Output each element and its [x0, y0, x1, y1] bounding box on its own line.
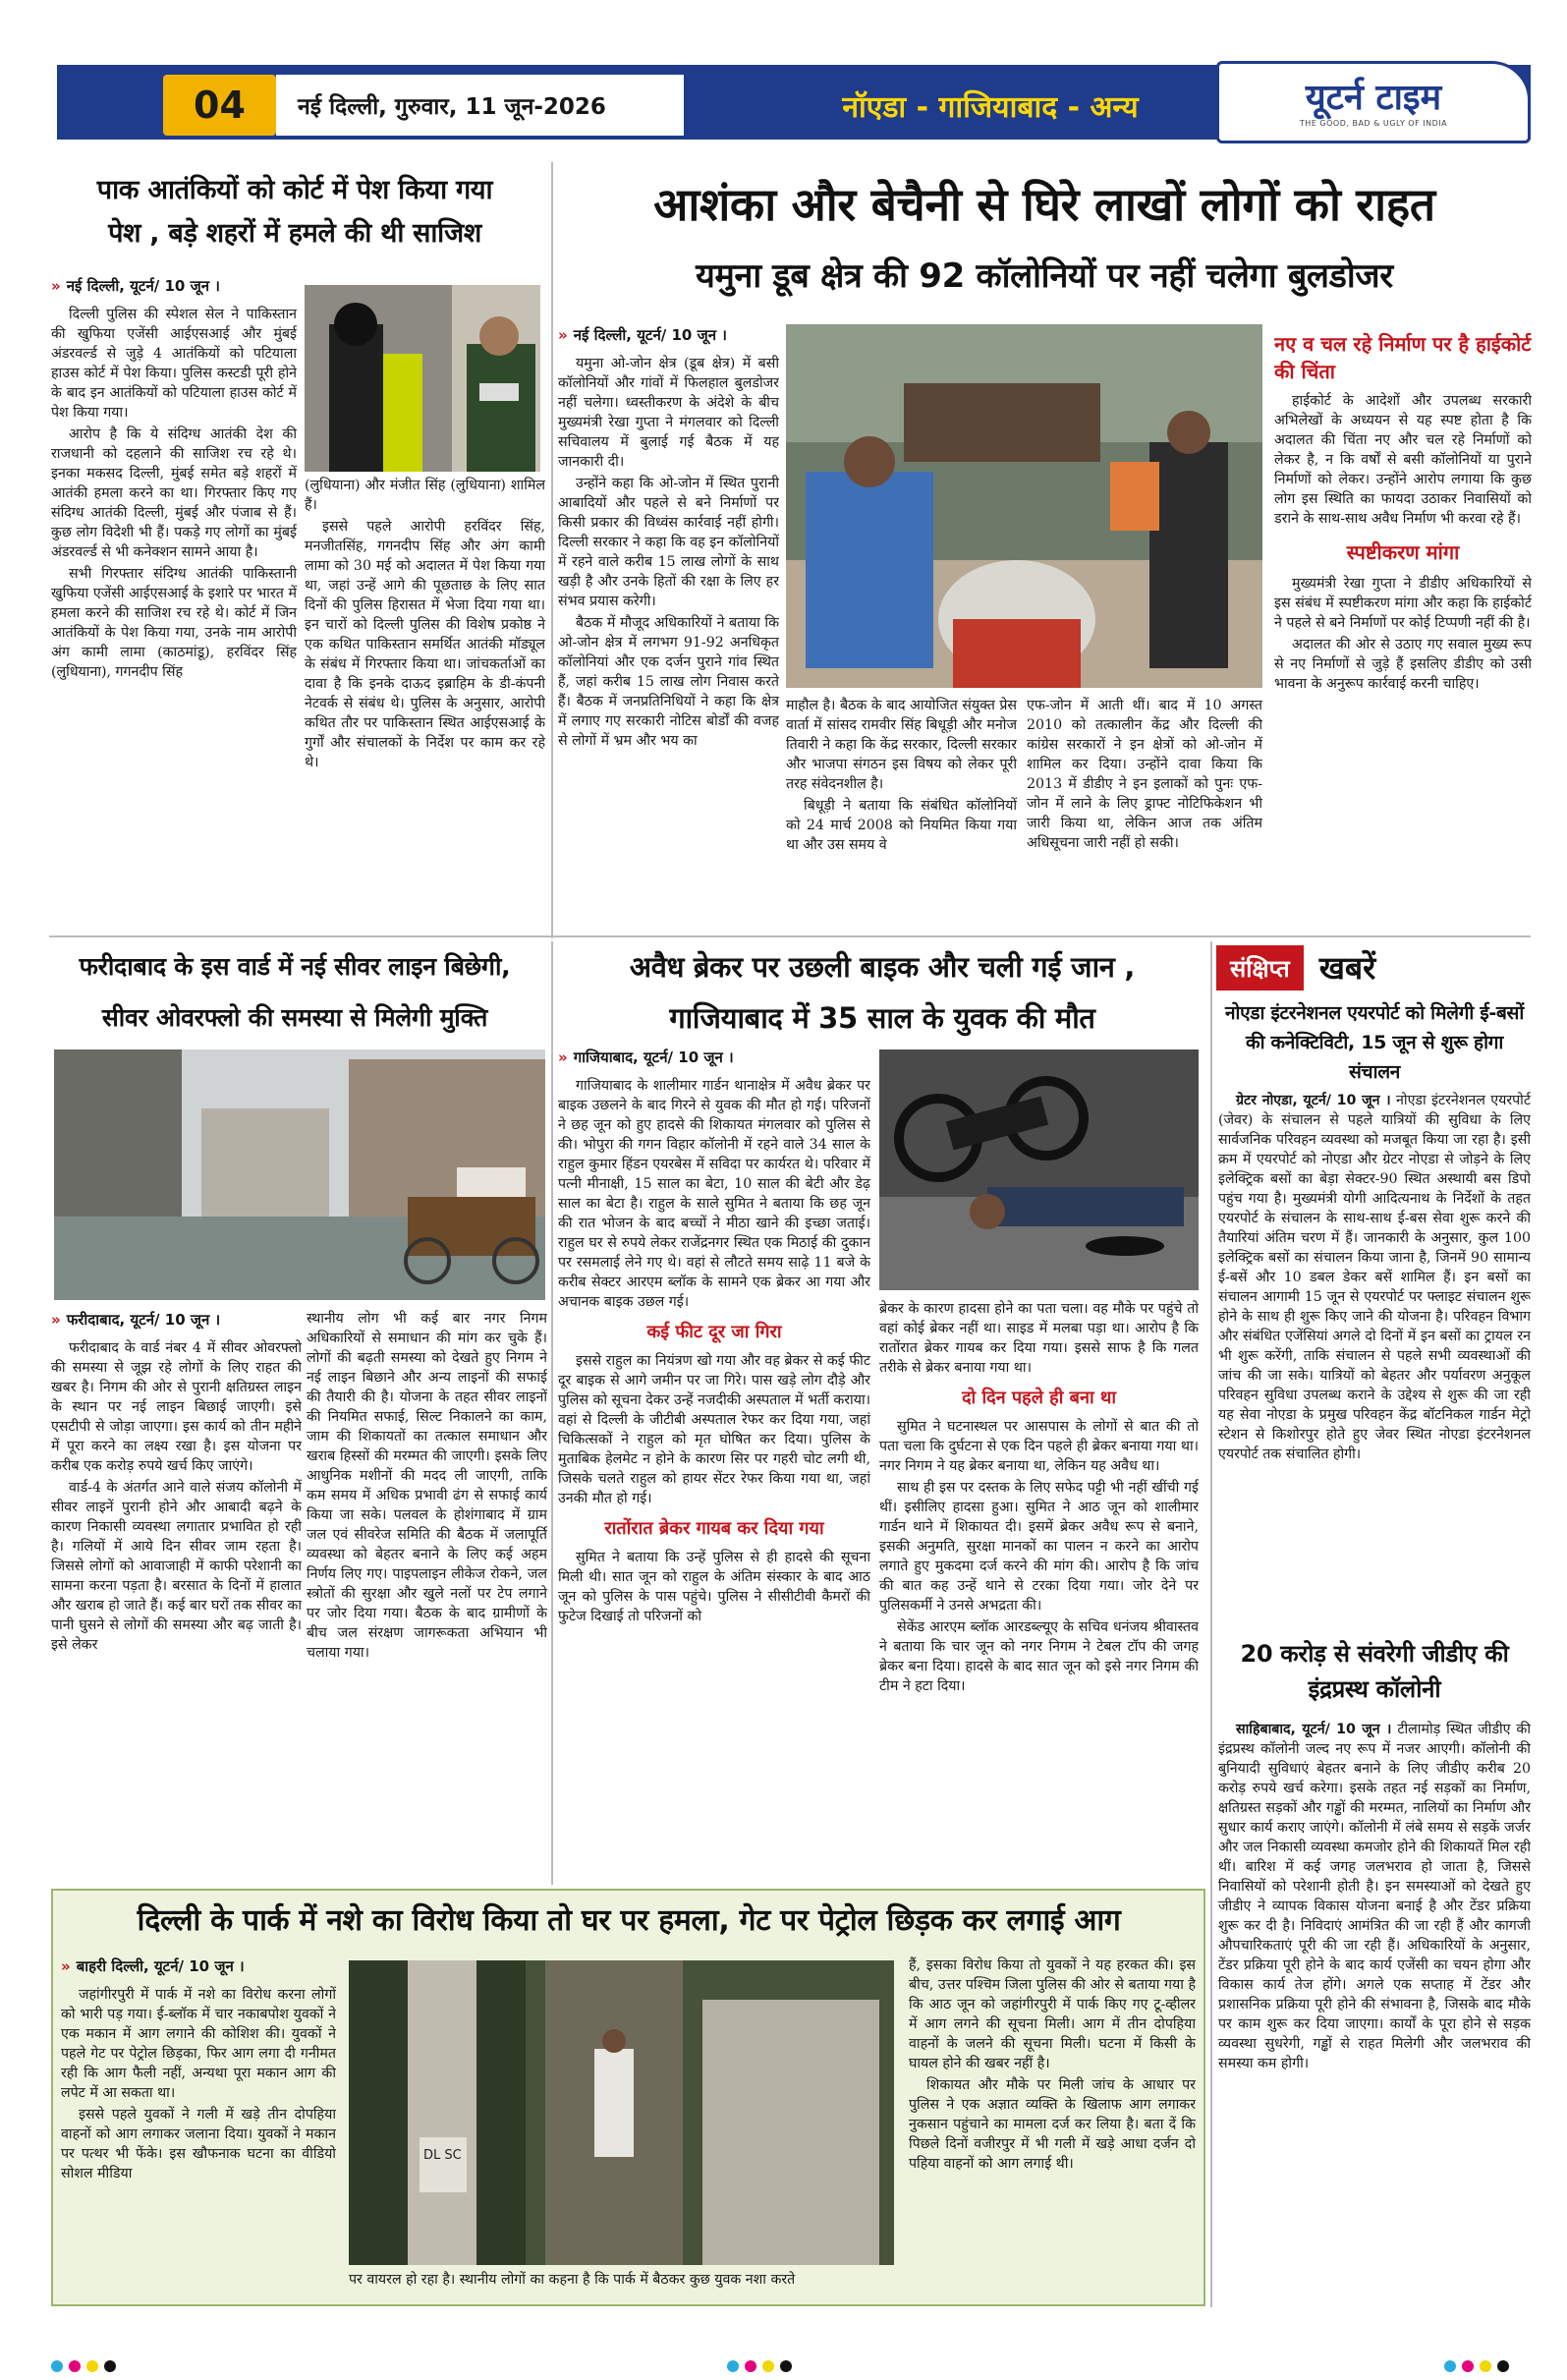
- story4-photo: [879, 1049, 1199, 1290]
- story2-column2: [786, 696, 1017, 927]
- story2-para: माहौल है। बैठक के बाद आयोजित संयुक्त प्रेस वार्ता में सांसद रामवीर सिंह बिधूड़ी और मनोज तिवारी ने कहा कि केंद्र सरकार, दिल्ली सरकार और भाजपा संगठन इस विषय को लेकर पूरी तरह संवेदनशील है।: [786, 698, 1017, 792]
- brief-label-news: खबरें: [1318, 949, 1376, 987]
- brief2-text: टीलामोड़ स्थित जीडीए की इंद्रप्रस्थ कॉलोनी जल्द नए रूप में नजर आएगी। कॉलोनी की बुनियादी सुविधाएं बेहतर बनाने के लिए जीडीए करीब 20 करोड़ रुपये खर्च करेगा। इसके तहत नई सड़कों का निर्माण, क्षतिग्रस्त सड़कों और गड्ढों की मरम्मत, नालियों का निर्माण और सुधार कार्य कराए जाएंगे। कॉलोनी में लंबे समय से सड़कें जर्जर और जल निकासी व्यवस्था कमजोर होने की शिकायतें मिल रही थीं। बारिश में कई जगह जलभराव हो जाता है, जिससे निवासियों को परेशानी होती है। इन समस्याओं को देखते हुए जीडीए ने व्यापक विकास योजना बनाई है और टेंडर प्रक्रिया शुरू कर दी है। निविदाएं आमंत्रित की जा रही हैं और कागजी औपचारिकताएं पूरी की जा रही हैं। अधिकारियों के अनुसार, टेंडर प्रक्रिया पूरी होने के बाद कार्य एजेंसी का चयन होगा और विकास कार्य तेज होंगे। अगले एक सप्ताह में टेंडर और प्रशासनिक प्रक्रिया पूरी होने की संभावना है, जिसके बाद मौके पर काम शुरू कर दिया जाएगा। कार्यों के पूरा होने से सड़क व्यवस्था सुधरेगी, गड्ढों से राहत मिलेगी और जलभराव की समस्या कम होगी।: [1218, 1722, 1531, 2071]
- flooded-street-illustration: [54, 1049, 545, 1300]
- story6-column1: [61, 1955, 336, 2295]
- story1-column1: [51, 275, 297, 934]
- story3-para: फरीदाबाद के वार्ड नंबर 4 में सीवर ओवरफ्लो की समस्या से जूझ रहे लोगों के लिए राहत की खबर है। निगम की ओर से पुरानी क्षतिग्रस्त लाइन के स्थान पर नई लाइन बिछाई जाएगी। इसे एसटीपी से जोड़ा जाएगा। इस कार्य को तीन महीने में पूरा करने का लक्ष्य रखा है। इस योजना पर करीब एक करोड़ रुपये खर्च किए जाएंगे।: [51, 1340, 302, 1474]
- story6-para: हैं, इसका विरोध किया तो युवकों ने यह हरकत की। इस बीच, उत्तर पश्चिम जिला पुलिस की ओर से बताया गया है कि आठ जून को जहांगीरपुरी में पार्क किए गए टू-व्हीलर में आग लगने की सूचना मिली। आग में तीन दोपहिया वाहनों के जलने की सूचना मिली। घटना में किसी के घायल होने की खबर नहीं है।: [909, 1957, 1196, 2071]
- story1-headline-line1: पाक आतंकियों को कोर्ट में पेश किया गया: [96, 175, 493, 205]
- dot-yellow: [86, 2360, 98, 2372]
- dot-black: [1497, 2360, 1509, 2372]
- story4-para: ब्रेकर के कारण हादसा होने का पता चला। वह मौके पर पहुंचे तो वहां कोई ब्रेकर नहीं था। साइड में मलबा पड़ा था। आरोप है कि रातोंरात ब्रेकर गायब कर दिया गया। इससे साफ है कि गलत तरीके से ब्रेकर बनाया गया था।: [879, 1301, 1199, 1376]
- meeting-photo-illustration: [786, 324, 1262, 688]
- story4-column1: [558, 1047, 870, 1901]
- story4-para: गाजियाबाद के शालीमार गार्डन थानाक्षेत्र में अवैध ब्रेकर पर बाइक उछलने के बाद गिरने से युवक की मौत हो गई। परिजनों ने छह जून को हुए हादसे की शिकायत मंगलवार को पुलिस से की। भोपुरा की गगन विहार कॉलोनी में रहने वाले 34 साल के राहुल कुमार हिंडन एयरबेस में सविदा पर कार्यरत थे। परिवार में पत्नी मीनाक्षी, 15 साल का बेटा, 10 साल की बेटी और डेढ़ साल का बेटा है। राहुल के साले सुमित ने बताया कि छह जून की रात भोजन के बाद बच्चों ने मीठा खाने की इच्छा जताई। राहुल घर से रुपये लेकर राजेंद्रनगर स्थित एक मिठाई की दुकान पर रसमलाई लेने गए थे। वहां से लौटते समय साढ़े 11 बजे के करीब सेक्टर आरएम ब्लॉक के सामने एक ब्रेकर आ गया और अचानक बाइक उछल गई।: [558, 1078, 870, 1310]
- story4-column2: [879, 1299, 1199, 1898]
- dateline-box: [276, 75, 684, 136]
- brief1-body: [1218, 1091, 1531, 1626]
- story6-caption-text: पर वायरल हो रहा है। स्थानीय लोगों का कहना है कि पार्क में बैठकर कुछ युवक नशा करते: [349, 2272, 796, 2288]
- story4-subhead: दो दिन पहले ही बना था: [961, 1388, 1117, 1408]
- dot-magenta: [745, 2360, 756, 2372]
- brief1-text: नोएडा इंटरनेशनल एयरपोर्ट (जेवर) के संचालन से पहले यात्रियों की सुविधा के लिए सार्वजनिक परिवहन व्यवस्था को मजबूत किया जा रहा है। इसी क्रम में एयरपोर्ट को नोएडा और ग्रेटर नोएडा से जोड़ने के लिए इलेक्ट्रिक बसों का बेड़ा सेक्टर-90 स्थित अस्थायी बस डिपो पहुंच गया है। मुख्यमंत्री योगी आदित्यनाथ के निर्देशों के तहत एयरपोर्ट के संचालन के साथ-साथ ई-बस सेवा शुरू करने की तैयारियां अंतिम चरण में हैं। जानकारी के अनुसार, कुल 100 इलेक्ट्रिक बसों का संचालन किया जाना है, जिनमें 90 सामान्य ई-बसें और 10 डबल डेकर बसें शामिल हैं। इन बसों का संचालन आगामी 15 जून से एयरपोर्ट पर फ्लाइट संचालन शुरू होने के साथ ही शुरू किए जाने की योजना है। परिवहन विभाग और संबंधित एजेंसियां अगले दो दिनों में इन बसों का ट्रायल रन भी शुरू करेंगी, ताकि संचालन से पहले सभी व्यवस्थाओं की जांच की जा सके। यात्रियों को बेहतर और पर्यावरण अनुकूल परिवहन सुविधा उपलब्ध कराने के उद्देश्य से शुरू की जा रही यह सेवा नोएडा के प्रमुख परिवहन केंद्र बॉटनिकल गार्डन मेट्रो स्टेशन से किशोरपुर होते हुए जेवर स्थित नोएडा इंटरनेशनल एयरपोर्ट तक संचालित होगी।: [1218, 1093, 1531, 1462]
- story2-photo: [786, 324, 1262, 688]
- story3-para: स्थानीय लोग भी कई बार नगर निगम अधिकारियों से समाधान की मांग कर चुके हैं। लोगों की बढ़ती समस्या को देखते हुए निगम ने नई लाइन बिछाने और अन्य लाइनों की सफाई की तैयारी की है। योजना के तहत सीवर लाइनों की नियमित सफाई, सिल्ट निकालने का काम, जाम की शिकायतों का तत्काल समाधान और खराब हिस्सों की मरम्मत की जाएगी। इसके लिए आधुनिक मशीनों की मदद ली जाएगी, ताकि कम समय में अधिक प्रभावी ढंग से सफाई कार्य किया जा सके। पलवल के होशंगाबाद में ग्राम जल एवं सीवरेज समिति की बैठक में जलापूर्ति व्यवस्था को बेहतर बनाने के लिए कई अहम निर्णय लिए गए। पाइपलाइन लीकेज रोकने, जल स्त्रोतों की सुरक्षा और खुले नलों पर टेप लगाने पर जोर दिया गया। बैठक के बाद ग्रामीणों के बीच जल संरक्षण जागरूकता अभियान भी चलाया गया।: [307, 1311, 547, 1661]
- story2-sidebar-text2: अदालत की ओर से उठाए गए सवाल मुख्य रूप से नए निर्माणों से जुड़े हैं इसलिए डीडीए को उसी भावना के अनुरूप कार्रवाई करनी चाहिए।: [1274, 637, 1532, 692]
- story1-para: दिल्ली पुलिस की स्पेशल सेल ने पाकिस्तान की खुफिया एजेंसी आईएसआई और मुंबई अंडरवर्ल्ड से जुड़े 4 आतंकियों को पटियाला हाउस कोर्ट में पेश किया। पुलिस कस्टडी पूरी होने के बाद इन आतंकियों को पटियाला हाउस कोर्ट में पेश किया गया।: [51, 307, 297, 421]
- pole-sign-text: DL SC: [423, 2148, 462, 2163]
- story1-headline-line2: पेश , बड़े शहरों में हमले की थी साजिश: [108, 218, 481, 249]
- bike-accident-illustration: [879, 1049, 1199, 1290]
- brief2-para: [1218, 1720, 1531, 2073]
- story4-dateline: » गाजियाबाद, यूटर्न/ 10 जून ।: [558, 1048, 734, 1066]
- column-divider: [551, 941, 553, 1885]
- brand-tagline: THE GOOD, BAD & UGLY OF INDIA: [1299, 118, 1448, 128]
- print-registration-dots-center: [727, 2360, 792, 2372]
- story2-para: यमुना ओ-जोन क्षेत्र (डूब क्षेत्र) में बसी कॉलोनियों और गांवों में फिलहाल बुलडोजर नहीं चलेगा। ध्वस्तीकरण के अंदेशे के बीच मुख्यमंत्री रेखा गुप्ता ने मंगलवार को दिल्ली सचिवालय में बुलाई गई बैठक में यह जानकारी दी।: [558, 356, 779, 470]
- brief1-dateline: ग्रेटर नोएडा, यूटर्न/ 10 जून ।: [1236, 1093, 1391, 1108]
- story4-para: सुमित ने बताया कि उन्हें पुलिस से ही हादसे की सूचना मिली थी। सात जून को राहुल के अंतिम संस्कार के बाद आठ जून को पुलिस के पास पहुंचे। पुलिस ने सीसीटीवी कैमरों की फुटेज दिखाई तो परिजनों को: [558, 1550, 870, 1624]
- masthead-logo: [1216, 61, 1531, 143]
- section-divider: [49, 935, 1531, 937]
- dot-magenta: [69, 2360, 81, 2372]
- page-number: [163, 75, 276, 136]
- story2-dateline: » नई दिल्ली, यूटर्न/ 10 जून ।: [558, 326, 727, 344]
- story1-dateline: » नई दिल्ली, यूटर्न/ 10 जून ।: [51, 277, 220, 295]
- story2-sidebar-text2: मुख्यमंत्री रेखा गुप्ता ने डीडीए अधिकारियों से इस संबंध में स्पष्टीकरण मांगा और कहा कि हाईकोर्ट ने पहले से बने निर्माणों पर कोई टिप्पणी नहीं की है।: [1274, 576, 1532, 631]
- dot-yellow: [1480, 2360, 1491, 2372]
- dot-cyan: [727, 2360, 739, 2372]
- story3-photo: [54, 1049, 545, 1300]
- story1-column2: [305, 476, 545, 928]
- dot-black: [780, 2360, 792, 2372]
- story1-para: सभी गिरफ्तार संदिग्ध आतंकी पाकिस्तानी खुफिया एजेंसी आईएसआई के इशारे पर भारत में हमला करने की साजिश रच रहे थे। कोर्ट में जिन आतंकियों के पेश किया गया, उनके नाम आरोपी अंग कामी लामा (काठमांडू), हरविंदर सिंह (लुधियाना), गगनदीप सिंह: [51, 566, 297, 680]
- story6-dateline-text: बाहरी दिल्ली, यूटर्न/ 10 जून ।: [76, 1957, 245, 1975]
- story6-para: जहांगीरपुरी में पार्क में नशे का विरोध करना लोगों को भारी पड़ गया। ई-ब्लॉक में चार नकाबपोश युवकों ने एक मकान में आग लगाने की कोशिश की। युवकों ने पहले गेट पर पेट्रोल छिड़का, फिर आग लगा दी गनीमत रही कि आग फैली नहीं, अन्यथा पूरा मकान आग की लपेट में आ सकता था।: [61, 1987, 336, 2101]
- story6-column2: [909, 1955, 1196, 2295]
- story1-headline: [49, 169, 540, 255]
- story2-headline: आशंका और बेचैनी से घिरे लाखों लोगों को राहत: [653, 178, 1435, 231]
- story2-para: एफ-जोन में आती थीं। बाद में 10 अगस्त 2010 को तत्कालीन केंद्र और दिल्ली की कांग्रेस सरकारों ने इन क्षेत्रों को ओ-जोन में शामिल कर दिया। उन्होंने दावा किया कि 2013 में डीडीए ने इन इलाकों को पुनः एफ-जोन में लाने के लिए ड्राफ्ट नोटिफिकेशन भी जारी किया था, लेकिन आज तक अंतिम अधिसूचना जारी नहीं हो सकी।: [1027, 698, 1262, 851]
- dot-yellow: [762, 2360, 774, 2372]
- story3-column1: [51, 1309, 302, 1898]
- story4-para: साथ ही इस पर दस्तक के लिए सफेद पट्टी भी नहीं खींची गई थीं। इसीलिए हादसा हुआ। सुमित ने आठ जून को शालीमार गार्डन थाने में शिकायत दी। इसमें ब्रेकर अवैध रूप से बनाने, इसकी अनुमति, सुरक्षा मानकों का पालन न करने का आरोप लगाते हुए मुकदमा दर्ज करने की मांग की। आरोप है कि जांच की बात कह उन्हें थाने से टरका दिया गया। जोर देने पर पुलिसकर्मी ने उनसे अभद्रता की।: [879, 1480, 1199, 1614]
- page-number-text: 04: [194, 84, 246, 127]
- story3-headline-line2: सीवर ओवरफ्लो की समस्या से मिलेगी मुक्ति: [101, 1003, 488, 1032]
- story4-para: सुमित ने घटनास्थल पर आसपास के लोगों से बात की तो पता चला कि दुर्घटना से एक दिन पहले ही ब्रेकर बनाया गया था। नगर निगम ने यह ब्रेकर बनाया था, लेकिन यह अवैध था।: [879, 1419, 1199, 1474]
- arrest-photo-illustration: [305, 285, 540, 472]
- story2-para: बिधूड़ी ने बताया कि संबंधित कॉलोनियों को 24 मार्च 2008 को नियमित किया गया था और उस समय वे: [786, 798, 1017, 853]
- brief1-headline: नोएडा इंटरनेशनल एयरपोर्ट को मिलेगी ई-बसों की कनेक्टिविटी, 15 जून से शुरू होगा संचालन: [1224, 1002, 1524, 1083]
- story4-para: सेकेंड आरएम ब्लॉक आरडब्ल्यूए के सचिव धनंजय श्रीवास्तव ने बताया कि चार जून को नगर निगम ने टेबल टॉप की जगह ब्रेकर बना दिया। हादसे के बाद सात जून को इसे नगर निगम की टीम ने हटा दिया।: [879, 1619, 1199, 1694]
- column-divider: [551, 162, 553, 938]
- story6-caption: [349, 2270, 894, 2295]
- story2-subheadline: यमुना डूब क्षेत्र की 92 कॉलोनियों पर नहीं चलेगा बुलडोजर: [696, 256, 1393, 296]
- story1-para: इससे पहले आरोपी हरविंदर सिंह, मनजीतसिंह, गगनदीप सिंह और अंग कामी लामा को 30 मई को अदालत में पेश किया गया था, जहां उन्हें आगे की पूछताछ के लिए सात दिनों की पुलिस हिरासत में भेजा दिया गया था। इन चारों को दिल्ली पुलिस की विशेष प्रकोष्ठ ने एक कथित पाकिस्तान समर्थित आतंकी मॉड्यूल के संबंध में गिरफ्तार किया था। जांचकर्ताओं का दावा है कि इनके दाऊद इब्राहिम के डी-कंपनी नेटवर्क से संबंध थे। पुलिस के अनुसार, आरोपी कथित तौर पर पाकिस्तान स्थित आईएसआई के गुर्गों और संचालकों के निर्देश पर काम कर रहे थे।: [305, 519, 545, 770]
- story1-para: (लुधियाना) और मंजीत सिंह (लुधियाना) शामिल हैं।: [305, 478, 545, 513]
- dot-cyan: [1444, 2360, 1456, 2372]
- story3-headline-line1: फरीदाबाद के इस वार्ड में नई सीवर लाइन बिछेगी,: [79, 952, 511, 981]
- story3-dateline-text: फरीदाबाद, यूटर्न/ 10 जून ।: [66, 1311, 221, 1329]
- story3-para: वार्ड-4 के अंतर्गत आने वाले संजय कॉलोनी में सीवर लाइनें पुरानी होने और आबादी बढ़ने के कारण निकासी व्यवस्था लगातार प्रभावित हो रही है। गलियों में आये दिन सीवर जाम रहता है। जिससे लोगों को आवाजाही में काफी परेशानी का सामना करना पड़ता है। बरसात के दिनों में हालात और खराब हो जाते हैं। कई बार घरों तक सीवर का पानी घुसने से लोगों की समस्या और बढ़ जाती है। इसे लेकर: [51, 1480, 302, 1653]
- story3-column2: [307, 1309, 547, 1898]
- alley-fire-illustration: [349, 1960, 894, 2265]
- story1-photo: [305, 285, 540, 472]
- story2-column3: [1027, 696, 1262, 927]
- story2-para: उन्होंने कहा कि ओ-जोन में स्थित पुरानी आबादियों और पहले से बने निर्माणों पर किसी प्रकार की विध्वंस कार्रवाई नहीं होगी। दिल्ली सरकार ने कहा कि वह इन कॉलोनियों में रहने वाले करीब 15 लाख लोगों के साथ खड़ी है और उनके हितों की रक्षा के लिए हर संभव प्रयास करेगी।: [558, 476, 779, 609]
- story4-subhead: रातोंरात ब्रेकर गायब कर दिया गया: [604, 1518, 824, 1539]
- dot-black: [104, 2360, 116, 2372]
- story2-para: बैठक में मौजूद अधिकारियों ने बताया कि ओ-जोन क्षेत्र में लगभग 91-92 अनधिकृत कॉलोनियां और एक दर्जन पुराने गांव स्थित हैं, जहां करीब 15 लाख लोग निवास करते हैं। बैठक में जनप्रतिनिधियों ने कहा कि क्षेत्र में लगाए गए सरकारी नोटिस बोर्डों की वजह से लोगों में भ्रम और भय का: [558, 615, 779, 749]
- column-divider: [1210, 941, 1212, 2307]
- story2-sidebar: [1274, 324, 1532, 924]
- dot-magenta: [1462, 2360, 1474, 2372]
- story2-sidebar-text1: हाईकोर्ट के आदेशों और उपलब्ध सरकारी अभिलेखों के अध्ययन से यह स्पष्ट होता है कि अदालत की चिंता नए और चल रहे निर्माणों को लेकर है, न कि वर्षों से बसी कॉलोनियों या पुराने निर्माणों को लेकर। उन्होंने आरोप लगाया कि कुछ लोग इस स्थिति का फायदा उठाकर निवासियों को डराने के साथ-साथ अवैध निर्माण भी करवा रहे हैं।: [1274, 393, 1532, 527]
- story6-para: शिकायत और मौके पर मिली जांच के आधार पर पुलिस ने एक अज्ञात व्यक्ति के खिलाफ आग लगाकर नुकसान पहुंचाने का मामला दर्ज कर लिया है। बता दें कि पिछले दिनों वजीरपुर में भी गली में खड़े आधा दर्जन दो पहिया वाहनों को आग लगाई थी।: [909, 2077, 1196, 2172]
- story6-headline: दिल्ली के पार्क में नशे का विरोध किया तो घर पर हमला, गेट पर पेट्रोल छिड़क कर लगाई आग: [137, 1903, 1121, 1938]
- brief2-body: [1218, 1720, 1531, 2309]
- story2-sidebar-heading2: स्पष्टीकरण मांगा: [1346, 540, 1460, 564]
- story2-sidebar-heading1: नए व चल रहे निर्माण पर है हाईकोर्ट की चिंता: [1274, 332, 1532, 383]
- brief-label-text: संक्षिप्त: [1230, 954, 1290, 983]
- story1-para: आरोप है कि ये संदिग्ध आतंकी देश की राजधानी को दहलाने की साजिश रच रहे थे। इनका मकसद दिल्ली, मुंबई समेत बड़े शहरों में आतंकी हमला करने का था। गिरफ्तार किए गए संदिग्ध आतंकी दिल्ली, मुंबई और पंजाब से हैं। कुछ लोग विदेशी भी हैं। पकड़े गए लोगों का मुंबई अंडरवर्ल्ड से भी कनेक्शन सामने आया है।: [51, 426, 297, 560]
- dot-cyan: [51, 2360, 63, 2372]
- story4-para: इससे राहुल का नियंत्रण खो गया और वह ब्रेकर से कई फीट दूर बाइक से आगे जमीन पर जा गिरे। पास खड़े लोग दौड़े और पुलिस को सूचना देकर उन्हें नजदीकी अस्पताल में भर्ती कराया। वहां से दिल्ली के जीटीबी अस्पताल रेफर कर दिया गया, जहां चिकित्सकों ने राहुल को मृत घोषित कर दिया। पुलिस के मुताबिक हेलमेट न होने के कारण सिर पर गहरी चोट लगी थी, जिसके चलते राहुल को हायर सेंटर रेफर किया गया था, जहां उनकी मौत हो गई।: [558, 1353, 870, 1506]
- print-registration-dots-left: [51, 2360, 116, 2372]
- print-registration-dots-right: [1444, 2360, 1509, 2372]
- story4-headline: [558, 941, 1206, 1044]
- story6-dateline: » बाहरी दिल्ली, यूटर्न/ 10 जून ।: [61, 1957, 245, 1975]
- brief-label-box: [1216, 945, 1304, 991]
- story4-headline-line1: अवैध ब्रेकर पर उछली बाइक और चली गई जान ,: [629, 950, 1136, 984]
- page-header: [57, 61, 1531, 143]
- story4-dateline-text: गाजियाबाद, यूटर्न/ 10 जून ।: [573, 1048, 734, 1066]
- brief-news-label: [1216, 945, 1531, 991]
- section-name: [735, 75, 1246, 136]
- story4-headline-line2: गाजियाबाद में 35 साल के युवक की मौत: [669, 1001, 1095, 1035]
- brand-name: यूटर्न टाइम: [1305, 77, 1442, 118]
- story6-para: इससे पहले युवकों ने गली में खड़े तीन दोपहिया वाहनों को आग लगाकर जलाना दिया। युवकों ने मकान पर पत्थर भी फेंके। इस खौफनाक घटना का वीडियो सोशल मीडिया: [61, 2107, 336, 2182]
- story2-dateline-text: नई दिल्ली, यूटर्न/ 10 जून ।: [573, 326, 727, 344]
- section-name-text: नॉएडा - गाजियाबाद - अन्य: [842, 89, 1139, 125]
- story4-subhead: कई फीट दूर जा गिरा: [646, 1322, 782, 1342]
- story6-photo: [349, 1960, 894, 2265]
- story3-dateline: » फरीदाबाद, यूटर्न/ 10 जून ।: [51, 1311, 221, 1329]
- brief2-headline: 20 करोड़ से संवरेगी जीडीए की इंद्रप्रस्थ कॉलोनी: [1240, 1640, 1509, 1703]
- issue-date: नई दिल्ली, गुरुवार, 11 जून-2026: [298, 94, 606, 120]
- brief1-para: [1218, 1091, 1531, 1464]
- story3-headline: [49, 941, 540, 1044]
- story2-column1: [558, 324, 779, 924]
- brief2-dateline: साहिबाबाद, यूटर्न/ 10 जून ।: [1236, 1722, 1392, 1737]
- story1-dateline-text: नई दिल्ली, यूटर्न/ 10 जून ।: [66, 277, 220, 295]
